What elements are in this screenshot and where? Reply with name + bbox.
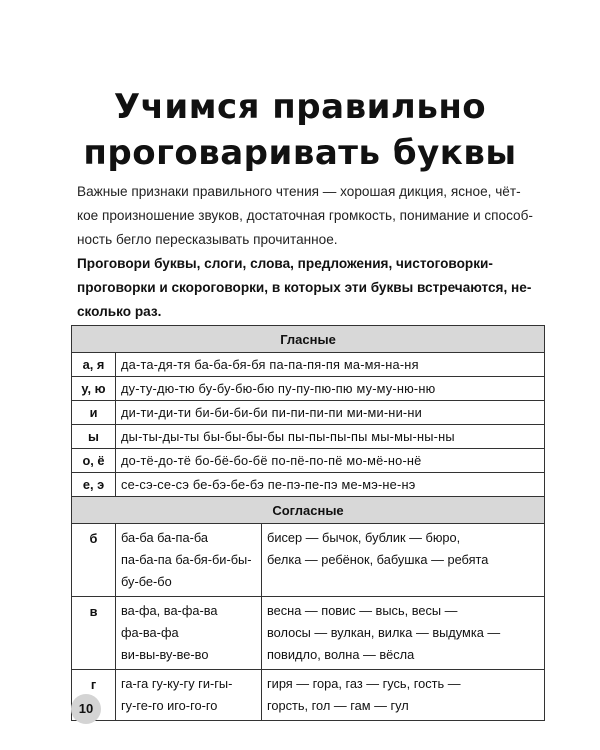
- table-row: [72, 401, 545, 425]
- consonants-header: Согласные: [72, 497, 545, 524]
- vowel-letter: е, э: [72, 473, 116, 497]
- task-line: Проговори буквы, слоги, слова, предложения, чистоговорки-: [77, 256, 493, 271]
- syllable-line: га-га гу-ку-гу ги-гы-: [121, 676, 233, 691]
- vowel-syllables: ду-ту-дю-тю бу-бу-бю-бю пу-пу-пю-пю му-му-ню-ню: [116, 377, 545, 401]
- word-line: волосы — вулкан, вилка — выдумка —: [267, 625, 501, 640]
- consonant-words: [262, 597, 545, 670]
- table-row: [72, 524, 545, 597]
- task-line: проговорки и скороговорки, в которых эти буквы встречаются, не-: [77, 280, 532, 295]
- syllable-line: ва-фа, ва-фа-ва: [121, 603, 218, 618]
- syllable-line: ба-ба ба-па-ба: [121, 530, 208, 545]
- vowel-syllables: се-сэ-се-сэ бе-бэ-бе-бэ пе-пэ-пе-пэ ме-мэ-не-нэ: [116, 473, 545, 497]
- intro-paragraph: [77, 180, 543, 252]
- consonant-letter: б: [72, 524, 116, 597]
- consonant-syllables: [116, 670, 262, 721]
- syllable-line: ви-вы-ву-ве-во: [121, 647, 209, 662]
- consonant-syllables: [116, 524, 262, 597]
- vowels-header-row: [72, 326, 545, 353]
- task-instruction: [77, 252, 545, 324]
- table-row: [72, 597, 545, 670]
- consonant-letter: в: [72, 597, 116, 670]
- vowel-letter: а, я: [72, 353, 116, 377]
- syllable-line: гу-ге-го иго-го-го: [121, 698, 218, 713]
- syllable-line: па-ба-па ба-бя-би-бы-: [121, 552, 252, 567]
- table-row: [72, 425, 545, 449]
- intro-line: кое произношение звуков, достаточная громкость, понимание и способ-: [77, 208, 533, 223]
- intro-line: ность бегло пересказывать прочитанное.: [77, 232, 338, 247]
- title-line-1: Учимся правильно: [113, 87, 487, 127]
- table-row: [72, 449, 545, 473]
- word-line: весна — повис — высь, весы —: [267, 603, 458, 618]
- title-line-2: проговаривать буквы: [83, 133, 517, 173]
- intro-line: Важные признаки правильного чтения — хорошая дикция, ясное, чёт-: [77, 184, 521, 199]
- word-line: повидло, волна — вёсла: [267, 647, 415, 662]
- vowel-syllables: да-та-дя-тя ба-ба-бя-бя па-па-пя-пя ма-мя-на-ня: [116, 353, 545, 377]
- vowel-letter: и: [72, 401, 116, 425]
- vowel-letter: ы: [72, 425, 116, 449]
- word-line: горсть, гол — гам — гул: [267, 698, 409, 713]
- word-line: бисер — бычок, бублик — бюро,: [267, 530, 461, 545]
- syllable-line: бу-бе-бо: [121, 574, 172, 589]
- vowel-letter: о, ё: [72, 449, 116, 473]
- syllable-line: фа-ва-фа: [121, 625, 179, 640]
- letters-table: [71, 325, 545, 721]
- vowel-letter: у, ю: [72, 377, 116, 401]
- page-number: 10: [71, 694, 101, 724]
- table-row: [72, 377, 545, 401]
- consonant-words: [262, 524, 545, 597]
- table-row: [72, 670, 545, 721]
- table-row: [72, 353, 545, 377]
- word-line: гиря — гора, газ — гусь, гость —: [267, 676, 461, 691]
- consonants-header-row: [72, 497, 545, 524]
- consonant-letter: г: [72, 670, 116, 721]
- word-line: белка — ребёнок, бабушка — ребята: [267, 552, 489, 567]
- consonant-words: [262, 670, 545, 721]
- vowels-header: Гласные: [72, 326, 545, 353]
- task-line: сколько раз.: [77, 304, 162, 319]
- consonant-syllables: [116, 597, 262, 670]
- vowel-syllables: ди-ти-ди-ти би-би-би-би пи-пи-пи-пи ми-ми-ни-ни: [116, 401, 545, 425]
- table-row: [72, 473, 545, 497]
- vowel-syllables: до-тё-до-тё бо-бё-бо-бё по-пё-по-пё мо-мё-но-нё: [116, 449, 545, 473]
- vowel-syllables: ды-ты-ды-ты бы-бы-бы-бы пы-пы-пы-пы мы-мы-ны-ны: [116, 425, 545, 449]
- page-title: [0, 84, 600, 176]
